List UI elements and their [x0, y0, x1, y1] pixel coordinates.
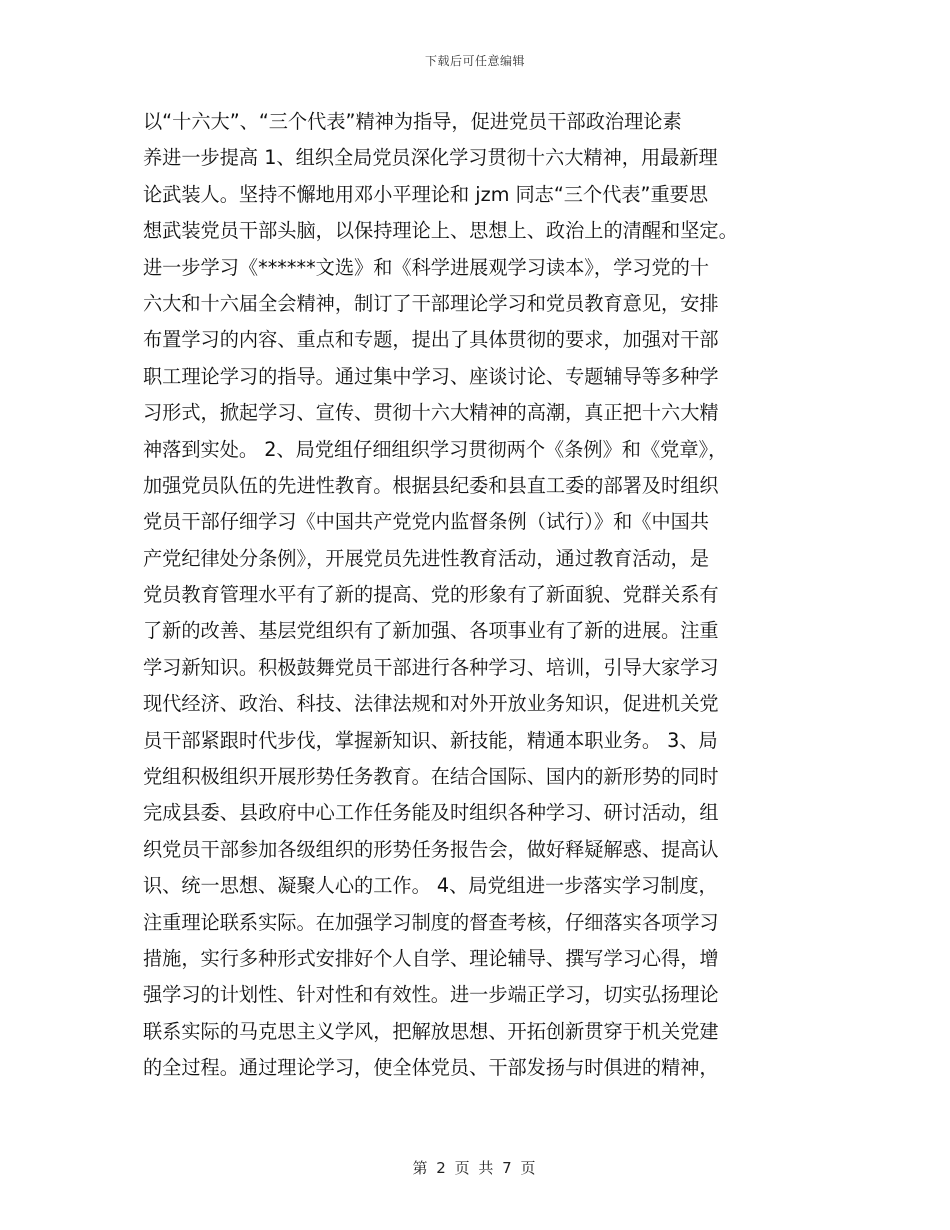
text-line: 党员教育管理水平有了新的提高、党的形象有了新面貌、党群关系有	[143, 583, 719, 607]
text-line: 联系实际的马克思主义学风，把解放思想、开拓创新贯穿于机关党建	[143, 1019, 719, 1043]
text-line: 加强党员队伍的先进性教育。根据县纪委和县直工委的部署及时组织	[143, 473, 719, 497]
text-line: 党组积极组织开展形势任务教育。在结合国际、国内的新形势的同时	[143, 765, 719, 789]
text-line: 六大和十六届全会精神，制订了干部理论学习和党员教育意见，安排	[143, 291, 719, 315]
text-line: 神落到实处。 2、局党组仔细组织学习贯彻两个《条例》和《党章》，	[143, 437, 728, 461]
text-line: 措施，实行多种形式安排好个人自学、理论辅导、撰写学习心得，增	[143, 946, 719, 970]
text-line: 想武装党员干部头脑，以保持理论上、思想上、政治上的清醒和坚定。	[143, 219, 738, 243]
text-line: 进一步学习《******文选》和《科学进展观学习读本》，学习党的十	[143, 255, 710, 279]
header-note: 下载后可任意编辑	[424, 54, 525, 68]
text-line: 布置学习的内容、重点和专题，提出了具体贯彻的要求，加强对干部	[143, 328, 719, 352]
text-line: 了新的改善、基层党组织有了新加强、各项事业有了新的进展。注重	[143, 619, 719, 643]
text-line: 职工理论学习的指导。通过集中学习、座谈讨论、专题辅导等多种学	[143, 364, 719, 388]
text-line: 论武装人。坚持不懈地用邓小平理论和 jzm 同志“三个代表”重要思	[143, 182, 709, 206]
body-text	[143, 104, 823, 1087]
text-line: 养进一步提高 1、组织全局党员深化学习贯彻十六大精神，用最新理	[143, 146, 718, 170]
text-line: 党员干部仔细学习《中国共产党党内监督条例（试行）》和《中国共	[143, 510, 710, 534]
page-indicator: 第 2 页 共 7 页	[412, 1159, 538, 1177]
text-line: 完成县委、县政府中心工作任务能及时组织各种学习、研讨活动，组	[143, 801, 719, 825]
text-line: 的全过程。通过理论学习，使全体党员、干部发扬与时俱进的精神，	[143, 1056, 719, 1080]
text-line: 习形式，掀起学习、宣传、贯彻十六大精神的高潮，真正把十六大精	[143, 401, 719, 425]
text-line: 强学习的计划性、针对性和有效性。进一步端正学习，切实弘扬理论	[143, 983, 719, 1007]
text-line: 注重理论联系实际。在加强学习制度的督查考核，仔细落实各项学习	[143, 910, 719, 934]
text-line: 产党纪律处分条例》，开展党员先进性教育活动，通过教育活动，是	[143, 546, 710, 570]
text-line: 以“十六大”、“三个代表”精神为指导，促进党员干部政治理论素	[143, 110, 682, 133]
text-line: 员干部紧跟时代步伐，掌握新知识、新技能，精通本职业务。 3、局	[143, 728, 718, 752]
text-line: 织党员干部参加各级组织的形势任务报告会，做好释疑解惑、提高认	[143, 837, 719, 861]
text-line: 识、统一思想、凝聚人心的工作。 4、局党组进一步落实学习制度，	[143, 874, 718, 898]
text-line: 现代经济、政治、科技、法律法规和对外开放业务知识，促进机关党	[143, 692, 719, 716]
text-line: 学习新知识。积极鼓舞党员干部进行各种学习、培训，引导大家学习	[143, 655, 719, 679]
